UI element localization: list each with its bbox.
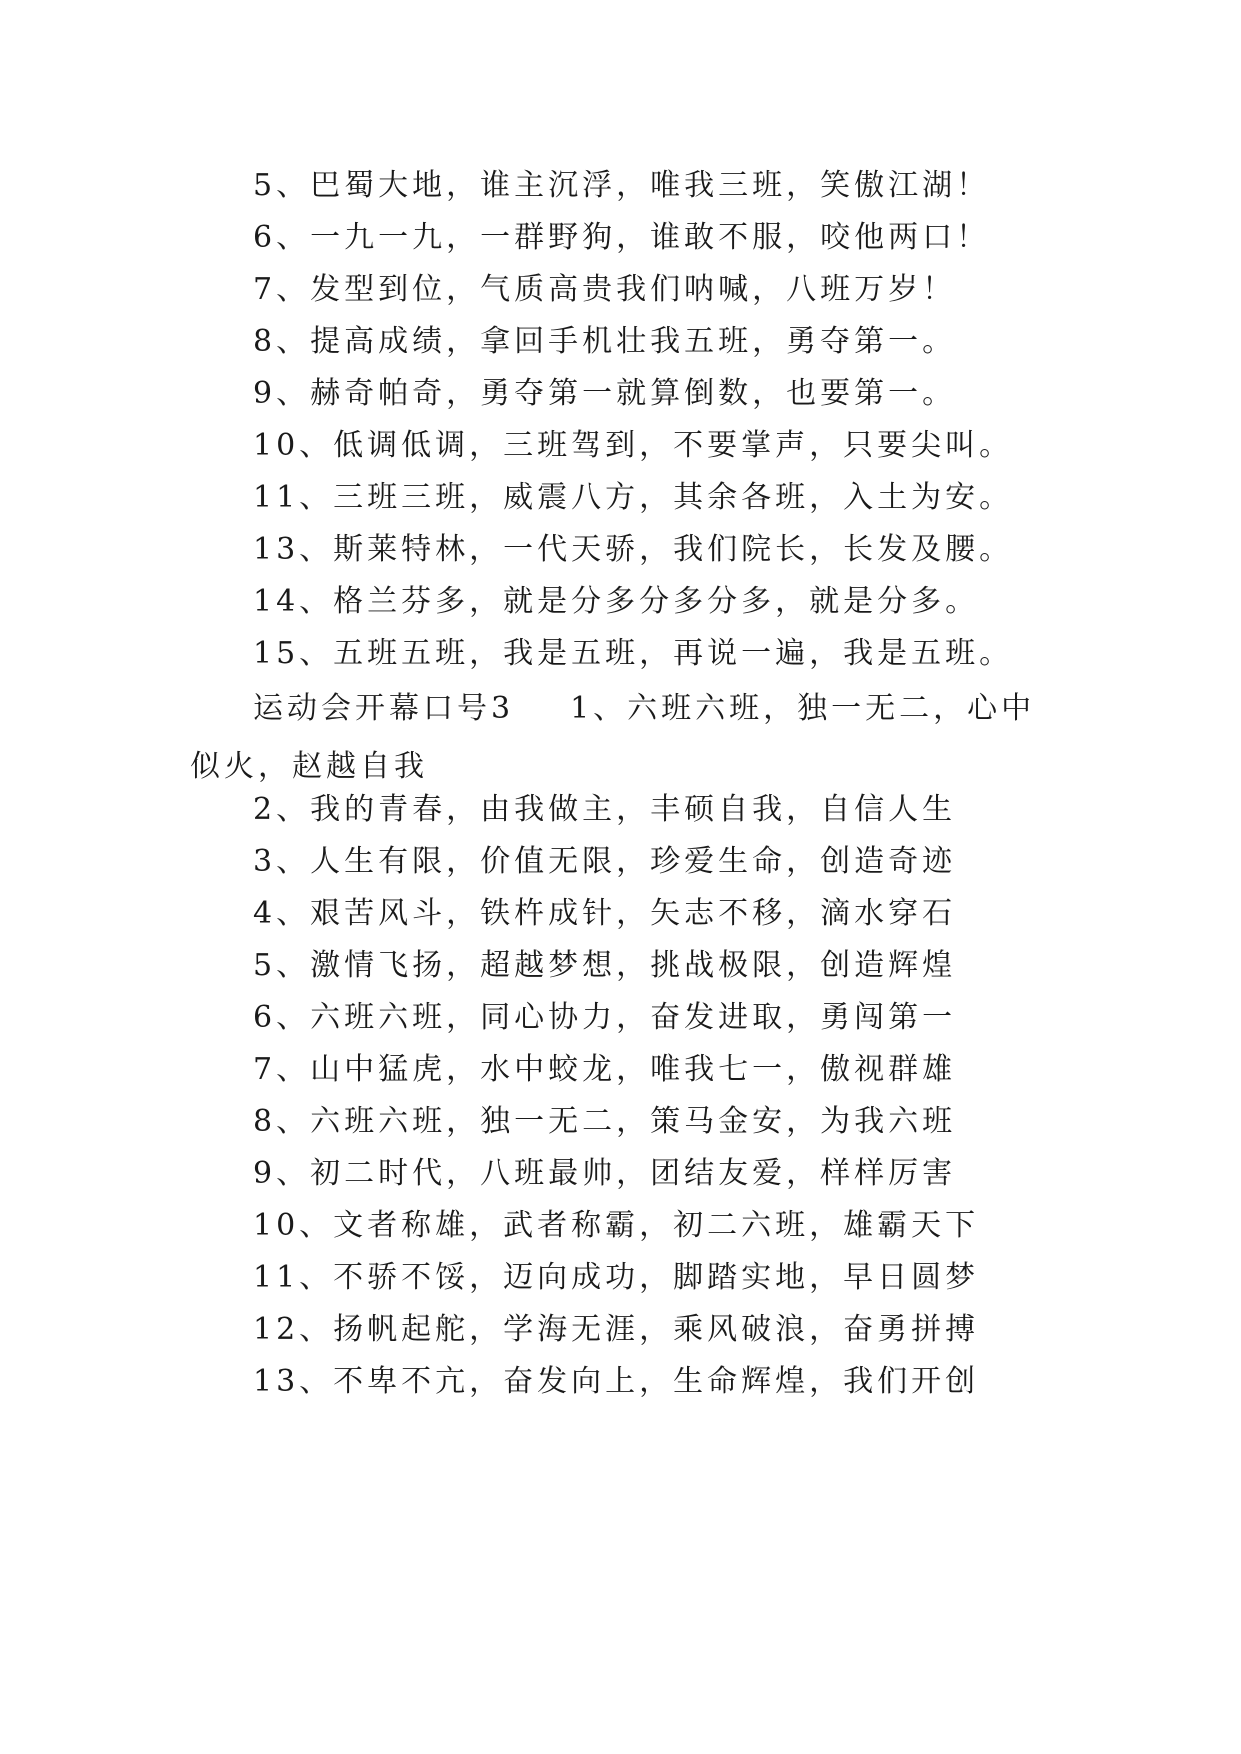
list-item: 4、艰苦风斗，铁杵成针，矢志不移，滴水穿石 [253, 896, 957, 931]
section-heading: 运动会开幕口号3 [253, 691, 515, 726]
list-item: 11、不骄不馁，迈向成功，脚踏实地，早日圆梦 [253, 1260, 980, 1295]
list-item: 3、人生有限，价值无限，珍爱生命，创造奇迹 [253, 844, 957, 879]
list-item: 9、赫奇帕奇，勇夺第一就算倒数，也要第一。 [253, 376, 957, 411]
list-item: 6、六班六班，同心协力，奋发进取，勇闯第一 [253, 1000, 957, 1035]
list-item: 15、五班五班，我是五班，再说一遍，我是五班。 [253, 636, 1014, 671]
list-item: 7、发型到位，气质高贵我们呐喊，八班万岁！ [253, 272, 957, 307]
list-item: 2、我的青春，由我做主，丰硕自我，自信人生 [253, 792, 957, 827]
list-item: 13、斯莱特林，一代天骄，我们院长，长发及腰。 [253, 532, 1014, 567]
list-item: 14、格兰芬多，就是分多分多分多，就是分多。 [253, 584, 980, 619]
list-item: 8、提高成绩，拿回手机壮我五班，勇夺第一。 [253, 324, 957, 359]
list-item: 13、不卑不亢，奋发向上，生命辉煌，我们开创 [253, 1364, 980, 1399]
list-item: 1、六班六班，独一无二，心中似火，赵越自我 [190, 691, 1036, 784]
list-item: 7、山中猛虎，水中蛟龙，唯我七一，傲视群雄 [253, 1052, 957, 1087]
section-heading-paragraph [190, 680, 1050, 796]
list-item: 5、激情飞扬，超越梦想，挑战极限，创造辉煌 [253, 948, 957, 983]
list-item: 5、巴蜀大地，谁主沉浮，唯我三班，笑傲江湖！ [253, 168, 991, 203]
list-item: 11、三班三班，威震八方，其余各班，入土为安。 [253, 480, 1014, 515]
list-item: 6、一九一九，一群野狗，谁敢不服，咬他两口！ [253, 220, 991, 255]
list-item: 10、文者称雄，武者称霸，初二六班，雄霸天下 [253, 1208, 980, 1243]
list-item: 9、初二时代，八班最帅，团结友爱，样样厉害 [253, 1156, 957, 1191]
list-item: 8、六班六班，独一无二，策马金安，为我六班 [253, 1104, 957, 1139]
list-item: 10、低调低调，三班驾到，不要掌声，只要尖叫。 [253, 428, 1014, 463]
list-item: 12、扬帆起舵，学海无涯，乘风破浪，奋勇拼搏 [253, 1312, 980, 1347]
